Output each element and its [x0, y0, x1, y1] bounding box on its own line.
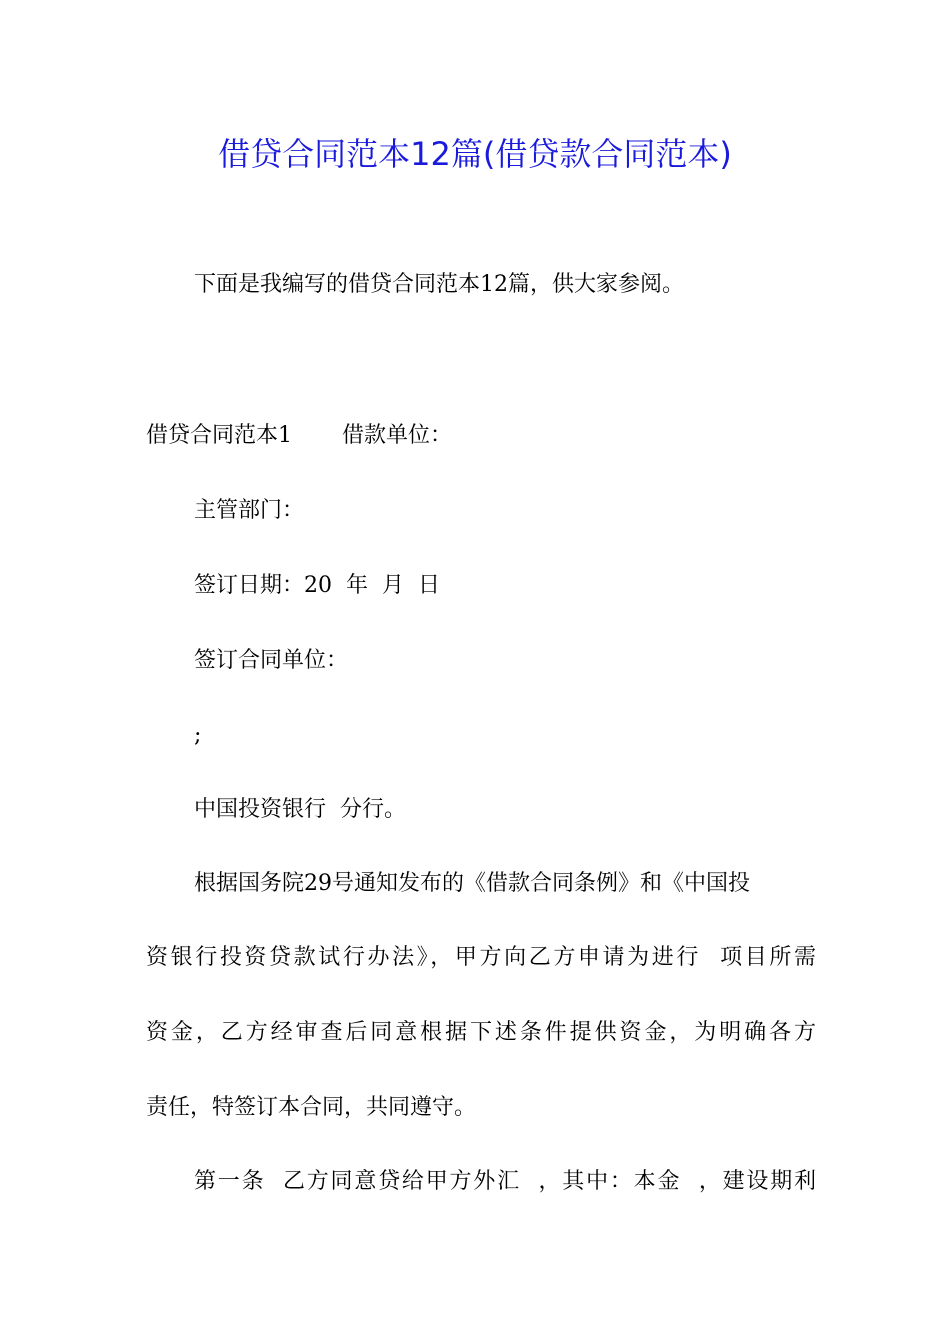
contract-heading: 借贷合同范本1: [146, 423, 292, 448]
body-line-4: 责任，特签订本合同，共同遵守。: [146, 1095, 477, 1120]
department-label: 主管部门：: [194, 498, 305, 523]
body-line-3: 资金，乙方经审查后同意根据下述条件提供资金，为明确各方: [146, 1020, 816, 1045]
semicolon-line: ;: [194, 723, 202, 748]
signing-party-label: 签订合同单位：: [194, 648, 349, 673]
body-line-1: 根据国务院29号通知发布的《借款合同条例》和《中国投: [194, 871, 750, 896]
borrower-label: 借款单位：: [342, 423, 453, 448]
contract-heading-line: [146, 421, 816, 451]
intro-paragraph: 下面是我编写的借贷合同范本12篇，供大家参阅。: [194, 272, 684, 297]
article-one-line: 第一条 乙方同意贷给甲方外汇 ，其中：本金 ，建设期利: [194, 1169, 816, 1194]
document-title: 借贷合同范本12篇(借贷款合同范本): [218, 135, 732, 173]
signing-date-label: 签订日期：20 年 月 日: [194, 573, 440, 598]
body-line-2: 资银行投资贷款试行办法》，甲方向乙方申请为进行 项目所需: [146, 945, 816, 970]
bank-branch-line: 中国投资银行 分行。: [194, 797, 406, 822]
